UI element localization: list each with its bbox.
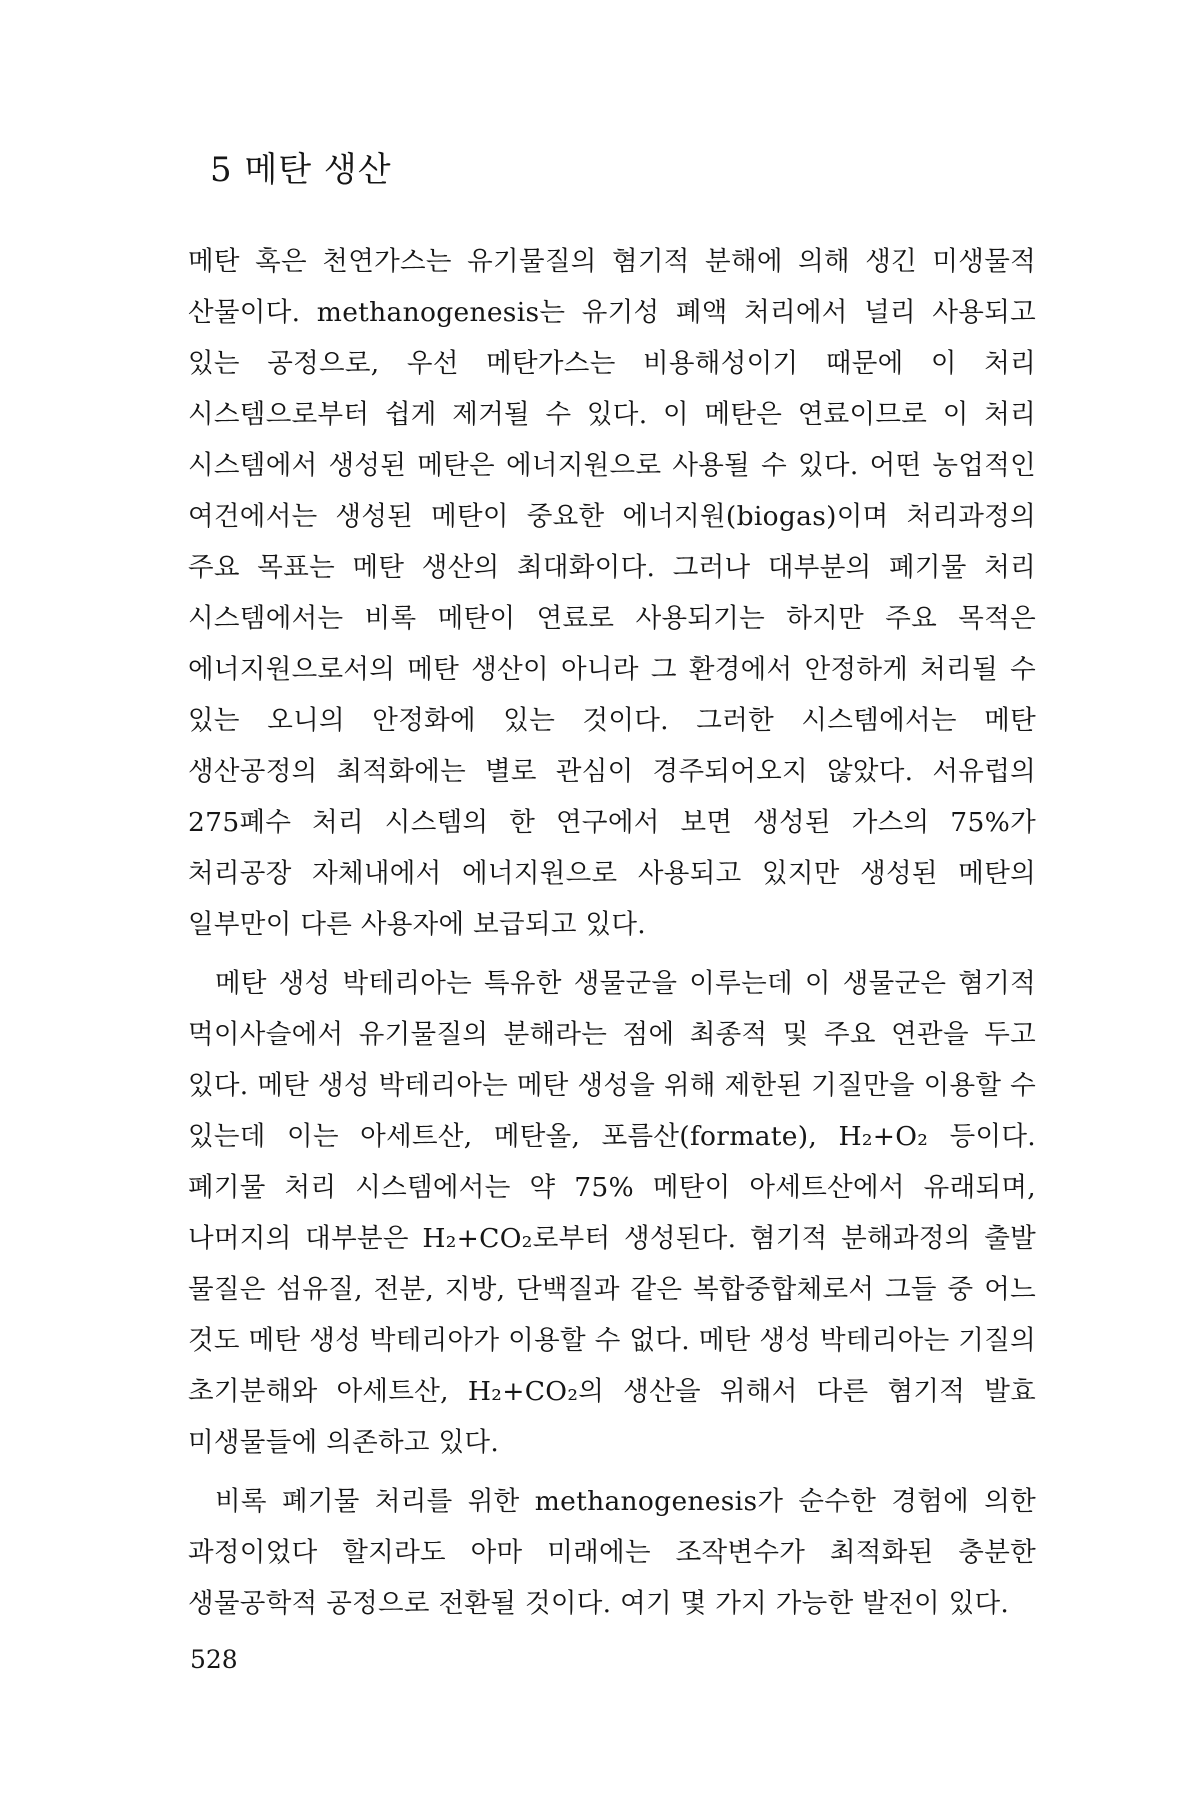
paragraph-methane-overview: 메탄 혹은 천연가스는 유기물질의 혐기적 분해에 의해 생긴 미생물적 산물이다. methanogenesis는 유기성 폐액 처리에서 널리 사용되고 있는 공정으로, 우선 메탄가스는 비용해성이기 때문에 이 처리 시스템으로부터 쉽게 제거될 수 있다. 이 메탄은 연료이므로 이 처리 시스템에서 생성된 메탄은 에너지원으로 사용될 수 있다. 어떤 농업적인 여건에서는 생성된 메탄이 중요한 에너지원(biogas)이며 처리과정의 주요 목표는 메탄 생산의 최대화이다. 그러나 대부분의 폐기물 처리 시스템에서는 비록 메탄이 연료로 사용되기는 하지만 주요 목적은 에너지원으로서의 메탄 생산이 아니라 그 환경에서 안정하게 처리될 수 있는 오니의 안정화에 있는 것이다. 그러한 시스템에서는 메탄 생산공정의 최적화에는 별로 관심이 경주되어오지 않았다. 서유럽의 275폐수 처리 시스템의 한 연구에서 보면 생성된 가스의 75%가 처리공장 자체내에서 에너지원으로 사용되고 있지만 생성된 메탄의 일부만이 다른 사용자에 보급되고 있다.	[188, 246, 1036, 940]
paragraph-methanogenic-bacteria: 메탄 생성 박테리아는 특유한 생물군을 이루는데 이 생물군은 혐기적 먹이사슬에서 유기물질의 분해라는 점에 최종적 및 주요 연관을 두고 있다. 메탄 생성 박테리아는 메탄 생성을 위해 제한된 기질만을 이용할 수 있는데 이는 아세트산, 메탄올, 포름산(formate), H₂+O₂ 등이다. 폐기물 처리 시스템에서는 약 75% 메탄이 아세트산에서 유래되며, 나머지의 대부분은 H₂+CO₂로부터 생성된다. 혐기적 분해과정의 출발 물질은 섬유질, 전분, 지방, 단백질과 같은 복합중합체로서 그들 중 어느 것도 메탄 생성 박테리아가 이용할 수 없다. 메탄 생성 박테리아는 기질의 초기분해와 아세트산, H₂+CO₂의 생산을 위해서 다른 혐기적 발효 미생물들에 의존하고 있다.	[188, 968, 1036, 1458]
section-heading: 5 메탄 생산	[210, 150, 392, 190]
page-number: 528	[190, 1645, 238, 1674]
body-text	[188, 236, 1036, 1637]
paragraph-future-development: 비록 폐기물 처리를 위한 methanogenesis가 순수한 경험에 의한 과정이었다 할지라도 아마 미래에는 조작변수가 최적화된 충분한 생물공학적 공정으로 전환될 것이다. 여기 몇 가지 가능한 발전이 있다.	[188, 1486, 1036, 1619]
